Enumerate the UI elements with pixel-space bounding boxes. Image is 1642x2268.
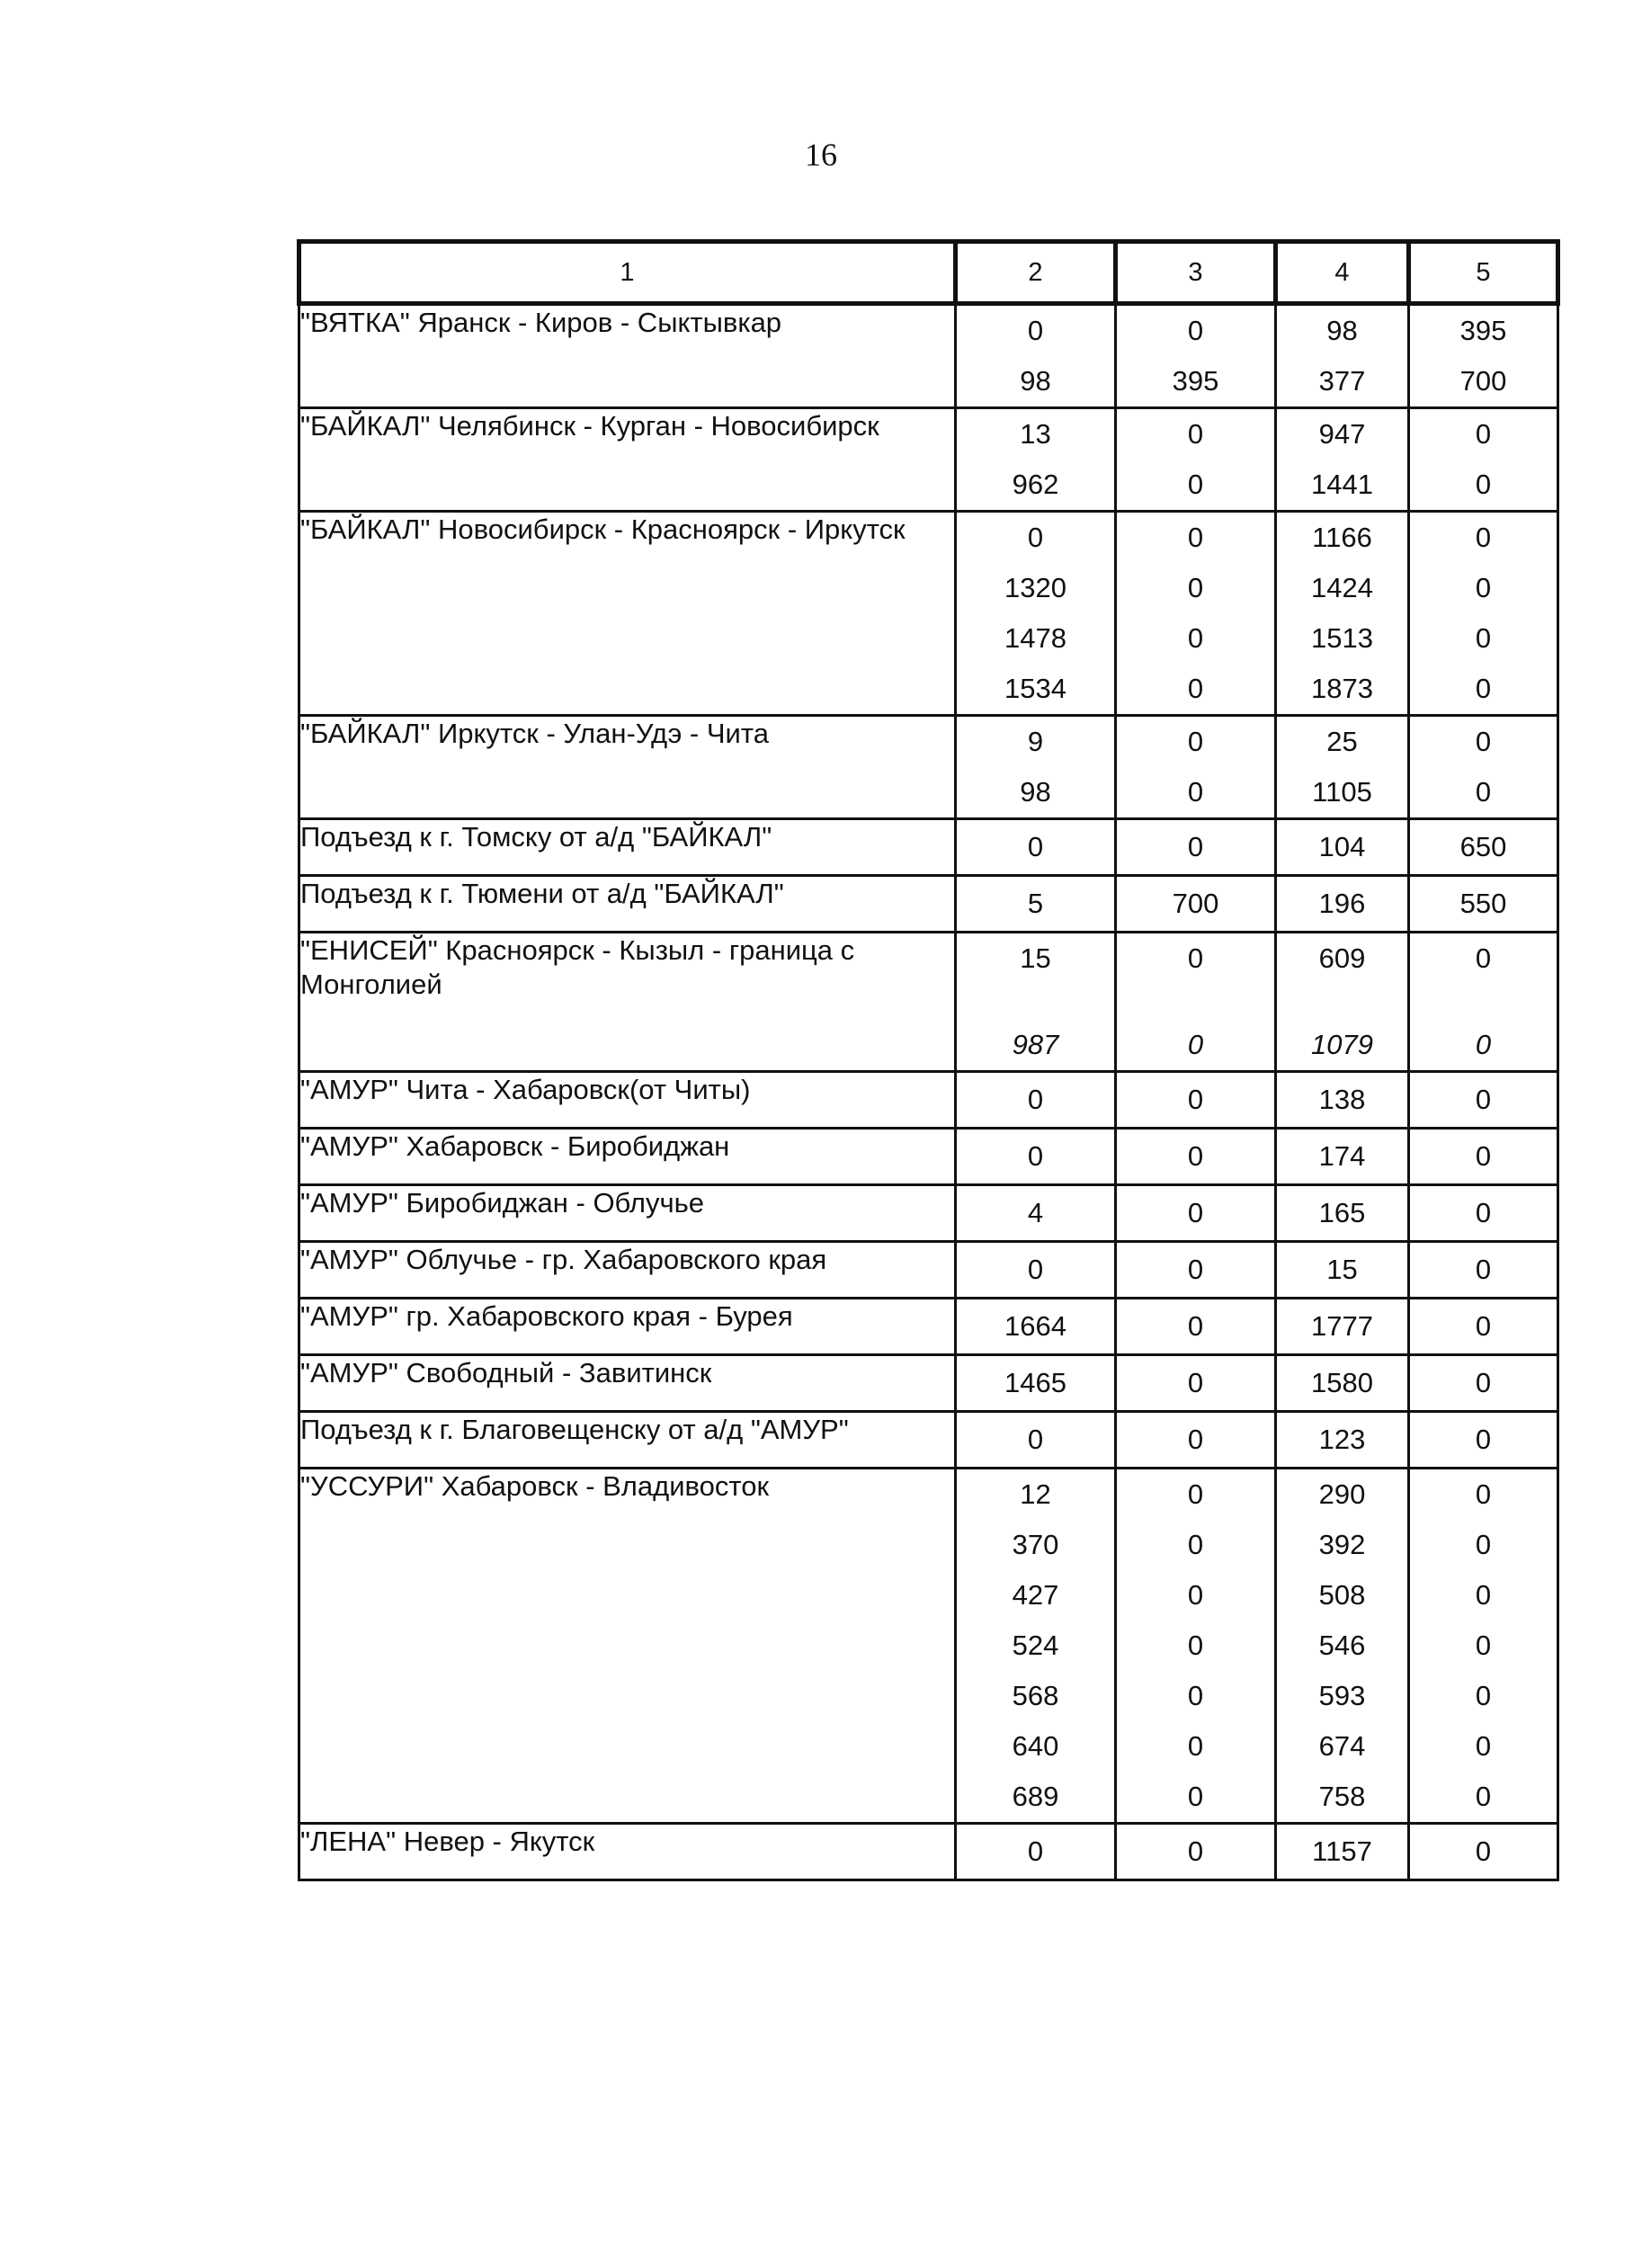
value: 0 (1187, 1029, 1204, 1060)
value-cell-c2 (956, 512, 1116, 716)
value-cell-c4 (1276, 819, 1409, 876)
value: 0 (1475, 1197, 1492, 1228)
value: 0 (1475, 673, 1492, 704)
value: 0 (1187, 1529, 1204, 1560)
value-cell-c5 (1409, 819, 1558, 876)
value: 0 (1187, 1730, 1204, 1762)
value: 0 (1187, 1835, 1204, 1867)
column-header-1: 1 (299, 242, 956, 304)
value-cell-c3 (1116, 1824, 1276, 1880)
value: 0 (1027, 831, 1044, 862)
road-name-cell: "АМУР" Свободный - Завитинск (299, 1355, 956, 1412)
column-header-3: 3 (1116, 242, 1276, 304)
value-cell-c2 (956, 716, 1116, 819)
value-cell-c2 (956, 1299, 1116, 1355)
value: 0 (1475, 1140, 1492, 1172)
value-cell-c2 (956, 1469, 1116, 1824)
value: 1424 (1311, 572, 1373, 603)
table-row (299, 512, 1558, 716)
table-row (299, 1824, 1558, 1880)
value-cell-c5 (1409, 512, 1558, 716)
value-cell-c4 (1276, 1242, 1409, 1299)
value: 0 (1475, 1835, 1492, 1867)
value-cell-c4 (1276, 1824, 1409, 1880)
value-cell-c2 (956, 1355, 1116, 1412)
value: 0 (1187, 1140, 1204, 1172)
table-row (299, 304, 1558, 408)
value: 0 (1475, 1424, 1492, 1455)
table-row (299, 716, 1558, 819)
table-header-row (299, 242, 1558, 304)
value: 12 (1020, 1478, 1051, 1510)
value: 13 (1020, 418, 1051, 450)
value-cell-c3 (1116, 819, 1276, 876)
value: 370 (1012, 1529, 1059, 1560)
road-name-cell: "БАЙКАЛ" Новосибирск - Красноярск - Иркутск (299, 512, 956, 716)
value-cell-c2 (956, 304, 1116, 408)
value: 0 (1475, 1781, 1492, 1812)
value: 0 (1027, 1084, 1044, 1115)
road-name-cell: "БАЙКАЛ" Иркутск - Улан-Удэ - Чита (299, 716, 956, 819)
value-cell-c5 (1409, 408, 1558, 512)
table-row (299, 1412, 1558, 1469)
road-name-cell: Подъезд к г. Тюмени от а/д "БАЙКАЛ" (299, 876, 956, 933)
value: 0 (1187, 942, 1204, 974)
value: 0 (1475, 1529, 1492, 1560)
value: 0 (1475, 1579, 1492, 1611)
value: 9 (1027, 726, 1044, 757)
value: 0 (1187, 1680, 1204, 1711)
value-cell-c2 (956, 408, 1116, 512)
value: 0 (1475, 622, 1492, 654)
value-cell-c5 (1409, 1072, 1558, 1129)
value: 165 (1318, 1197, 1366, 1228)
value: 1873 (1311, 673, 1373, 704)
table-row (299, 933, 1558, 1072)
road-name-cell: "АМУР" гр. Хабаровского края - Бурея (299, 1299, 956, 1355)
value-cell-c3 (1116, 512, 1276, 716)
value-cell-c3 (1116, 1299, 1276, 1355)
road-name-cell: "УССУРИ" Хабаровск - Владивосток (299, 1469, 956, 1824)
value-cell-c4 (1276, 1185, 1409, 1242)
value: 524 (1012, 1630, 1059, 1661)
road-name-cell: "ЛЕНА" Невер - Якутск (299, 1824, 956, 1880)
table-row (299, 1072, 1558, 1129)
value: 640 (1012, 1730, 1059, 1762)
value: 508 (1318, 1579, 1366, 1611)
value: 395 (1172, 365, 1219, 397)
value: 0 (1187, 831, 1204, 862)
value: 0 (1475, 1367, 1492, 1398)
value: 174 (1318, 1140, 1366, 1172)
road-name-cell: "АМУР" Чита - Хабаровск(от Читы) (299, 1072, 956, 1129)
table-row (299, 876, 1558, 933)
table-row (299, 1242, 1558, 1299)
value: 0 (1187, 315, 1204, 346)
value: 196 (1318, 888, 1366, 919)
value: 674 (1318, 1730, 1366, 1762)
value-cell-c4 (1276, 1355, 1409, 1412)
value-cell-c5 (1409, 1469, 1558, 1824)
value: 987 (1012, 1029, 1059, 1060)
value: 546 (1318, 1630, 1366, 1661)
road-table (297, 239, 1560, 1881)
value: 0 (1475, 1730, 1492, 1762)
table-row (299, 1129, 1558, 1185)
value: 0 (1027, 1140, 1044, 1172)
value: 98 (1326, 315, 1358, 346)
value: 0 (1027, 1254, 1044, 1285)
value: 689 (1012, 1781, 1059, 1812)
value-cell-c2 (956, 1242, 1116, 1299)
value: 392 (1318, 1529, 1366, 1560)
value-cell-c2 (956, 876, 1116, 933)
value-cell-c3 (1116, 408, 1276, 512)
page-number: 16 (805, 137, 837, 173)
value-cell-c5 (1409, 1299, 1558, 1355)
table-row (299, 1355, 1558, 1412)
value: 1157 (1312, 1835, 1372, 1867)
value: 700 (1459, 365, 1507, 397)
value: 15 (1326, 1254, 1358, 1285)
value: 1777 (1311, 1310, 1373, 1342)
value: 290 (1318, 1478, 1366, 1510)
road-name-cell: Подъезд к г. Томску от а/д "БАЙКАЛ" (299, 819, 956, 876)
value: 0 (1187, 673, 1204, 704)
value-cell-c5 (1409, 1185, 1558, 1242)
column-header-4: 4 (1276, 242, 1409, 304)
value-cell-c3 (1116, 1242, 1276, 1299)
value: 0 (1475, 1310, 1492, 1342)
value-cell-c2 (956, 933, 1116, 1072)
value: 0 (1027, 1835, 1044, 1867)
value-cell-c2 (956, 1412, 1116, 1469)
value: 1079 (1311, 1029, 1373, 1060)
value: 5 (1027, 888, 1044, 919)
value-cell-c4 (1276, 1072, 1409, 1129)
value: 0 (1475, 776, 1492, 808)
value: 0 (1027, 522, 1044, 553)
value: 0 (1187, 1254, 1204, 1285)
value-cell-c4 (1276, 876, 1409, 933)
value: 947 (1318, 418, 1366, 450)
value: 377 (1318, 365, 1366, 397)
column-header-5: 5 (1409, 242, 1558, 304)
value: 25 (1326, 726, 1358, 757)
value: 0 (1475, 572, 1492, 603)
value-cell-c3 (1116, 1129, 1276, 1185)
value: 0 (1187, 1197, 1204, 1228)
value: 0 (1475, 522, 1492, 553)
value: 0 (1475, 418, 1492, 450)
value: 1513 (1311, 622, 1373, 654)
value-cell-c3 (1116, 304, 1276, 408)
value: 0 (1187, 418, 1204, 450)
value: 0 (1475, 1630, 1492, 1661)
value-cell-c3 (1116, 933, 1276, 1072)
value: 0 (1475, 942, 1492, 974)
value: 0 (1475, 1029, 1492, 1060)
value: 427 (1012, 1579, 1059, 1611)
road-name-cell: "ВЯТКА" Яранск - Киров - Сыктывкар (299, 304, 956, 408)
value: 568 (1012, 1680, 1059, 1711)
value-cell-c5 (1409, 304, 1558, 408)
value: 0 (1187, 622, 1204, 654)
value-cell-c5 (1409, 1824, 1558, 1880)
road-name-cell: "БАЙКАЛ" Челябинск - Курган - Новосибирск (299, 408, 956, 512)
value-cell-c4 (1276, 512, 1409, 716)
value-cell-c5 (1409, 1355, 1558, 1412)
table-row (299, 1185, 1558, 1242)
value-cell-c5 (1409, 716, 1558, 819)
road-name-cell: "АМУР" Биробиджан - Облучье (299, 1185, 956, 1242)
value: 758 (1318, 1781, 1366, 1812)
value: 0 (1027, 315, 1044, 346)
value: 0 (1187, 469, 1204, 500)
value: 4 (1027, 1197, 1044, 1228)
value: 1465 (1004, 1367, 1066, 1398)
value: 104 (1318, 831, 1366, 862)
value-cell-c4 (1276, 408, 1409, 512)
value-cell-c2 (956, 1824, 1116, 1880)
value: 98 (1020, 365, 1051, 397)
value: 1441 (1311, 469, 1373, 500)
value-cell-c3 (1116, 1072, 1276, 1129)
table-row (299, 1299, 1558, 1355)
value-cell-c2 (956, 1072, 1116, 1129)
value-cell-c2 (956, 1185, 1116, 1242)
value: 1478 (1004, 622, 1066, 654)
value: 1580 (1311, 1367, 1373, 1398)
road-name-cell: "АМУР" Хабаровск - Биробиджан (299, 1129, 956, 1185)
value: 0 (1187, 522, 1204, 553)
value-cell-c3 (1116, 876, 1276, 933)
value-cell-c2 (956, 819, 1116, 876)
value: 0 (1475, 469, 1492, 500)
value: 0 (1187, 1630, 1204, 1661)
value: 15 (1020, 942, 1051, 974)
value: 138 (1318, 1084, 1366, 1115)
value: 0 (1187, 776, 1204, 808)
value: 0 (1475, 1084, 1492, 1115)
value: 700 (1172, 888, 1219, 919)
value: 1105 (1312, 776, 1372, 808)
value-cell-c2 (956, 1129, 1116, 1185)
value: 0 (1187, 726, 1204, 757)
value-cell-c4 (1276, 1299, 1409, 1355)
value: 0 (1475, 1680, 1492, 1711)
value-cell-c5 (1409, 1129, 1558, 1185)
value-cell-c4 (1276, 716, 1409, 819)
value: 0 (1475, 1254, 1492, 1285)
value-cell-c5 (1409, 1412, 1558, 1469)
value: 550 (1459, 888, 1507, 919)
value: 609 (1318, 942, 1366, 974)
value: 0 (1187, 1424, 1204, 1455)
value: 0 (1187, 1084, 1204, 1115)
value-cell-c4 (1276, 1412, 1409, 1469)
road-name-cell: "АМУР" Облучье - гр. Хабаровского края (299, 1242, 956, 1299)
value-cell-c3 (1116, 1412, 1276, 1469)
value: 962 (1012, 469, 1059, 500)
value-cell-c3 (1116, 1469, 1276, 1824)
road-name-cell: Подъезд к г. Благовещенску от а/д "АМУР" (299, 1412, 956, 1469)
value-cell-c5 (1409, 933, 1558, 1072)
value: 395 (1459, 315, 1507, 346)
value: 1664 (1004, 1310, 1066, 1342)
value-cell-c4 (1276, 933, 1409, 1072)
value: 0 (1027, 1424, 1044, 1455)
value: 0 (1187, 1579, 1204, 1611)
value-cell-c4 (1276, 1129, 1409, 1185)
value: 1320 (1004, 572, 1066, 603)
value: 123 (1318, 1424, 1366, 1455)
value-cell-c5 (1409, 1242, 1558, 1299)
value-cell-c4 (1276, 304, 1409, 408)
value-cell-c3 (1116, 716, 1276, 819)
value: 593 (1318, 1680, 1366, 1711)
value: 0 (1475, 726, 1492, 757)
value-cell-c4 (1276, 1469, 1409, 1824)
table-row (299, 819, 1558, 876)
value-cell-c3 (1116, 1355, 1276, 1412)
value: 0 (1475, 1478, 1492, 1510)
value-cell-c5 (1409, 876, 1558, 933)
value: 0 (1187, 1478, 1204, 1510)
value: 98 (1020, 776, 1051, 808)
value: 0 (1187, 1310, 1204, 1342)
table-row (299, 408, 1558, 512)
value: 0 (1187, 1781, 1204, 1812)
table-row (299, 1469, 1558, 1824)
value: 650 (1459, 831, 1507, 862)
value: 0 (1187, 1367, 1204, 1398)
value: 0 (1187, 572, 1204, 603)
value-cell-c3 (1116, 1185, 1276, 1242)
value: 1166 (1312, 522, 1372, 553)
value: 1534 (1004, 673, 1066, 704)
column-header-2: 2 (956, 242, 1116, 304)
road-name-cell: "ЕНИСЕЙ" Красноярск - Кызыл - граница с Монголией (299, 933, 956, 1072)
